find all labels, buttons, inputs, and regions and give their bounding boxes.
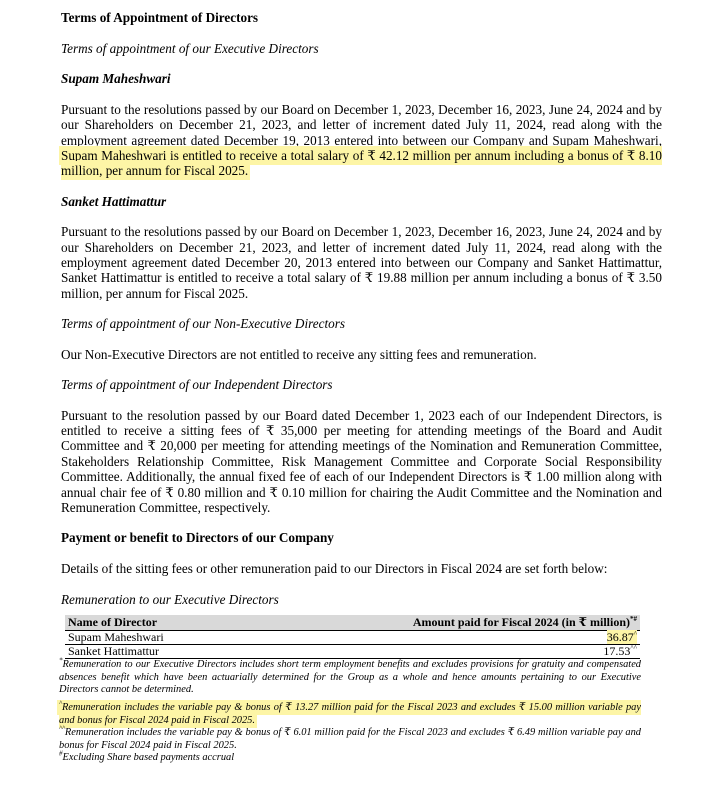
footnote-4-mark: #	[59, 749, 63, 758]
payment-paragraph: Details of the sitting fees or other remuneration paid to our Directors in Fiscal 2024 are set forth below:	[61, 561, 608, 577]
section-heading-terms: Terms of Appointment of Directors	[61, 10, 259, 25]
table-row	[65, 645, 640, 659]
document-page	[61, 10, 662, 764]
row-value-mark: ^	[633, 630, 637, 639]
row-value-mark: ^^	[630, 644, 637, 653]
footnote-4	[59, 749, 641, 764]
nonexec-terms-paragraph: Our Non-Executive Directors are not entitled to receive any sitting fees and remuneration.	[61, 346, 537, 362]
table-header-row	[65, 615, 640, 631]
remuneration-subheading: Remuneration to our Executive Directors	[61, 591, 279, 607]
remuneration-table	[65, 615, 640, 659]
table-row	[65, 631, 640, 645]
row-value-number: 17.53	[603, 644, 631, 659]
row-value	[607, 630, 637, 644]
footnote-3-mark: ^^	[59, 724, 65, 733]
footnote-1	[59, 656, 641, 696]
row-name: Sanket Hattimattur	[65, 645, 241, 659]
footnote-1-mark: *	[59, 656, 63, 665]
supam-terms-text: Pursuant to the resolutions passed by our Board on December 1, 2023, December 16, 2023, June 24, 2024 and by our Shareholders on December 21, 2023, and letter of increment dated July 11, 2024, read along with the employment agreement dated December 19, 2013 entered into between our Company and Supam Maheshwari,	[61, 101, 662, 148]
footnote-2-mark: ^	[59, 699, 62, 708]
footnote-3	[59, 724, 641, 752]
col-header-amount-label: Amount paid for Fiscal 2024 (in ₹ million)	[412, 615, 630, 630]
payment-heading: Payment or benefit to Directors of our Company	[61, 530, 334, 546]
footnote-2	[59, 699, 641, 727]
table-footnotes	[59, 656, 641, 764]
footnote-3-text: Remuneration includes the variable pay & bonus of ₹ 6.01 million paid for the Fiscal 2023 and excludes ₹ 6.49 million variable pay and bonus for Fiscal 2024 paid in Fiscal 2025.	[59, 727, 641, 751]
col-header-marks: *#	[630, 615, 637, 624]
row-value-cell	[241, 631, 640, 645]
director-name-sanket: Sanket Hattimattur	[61, 193, 167, 209]
row-value-cell	[241, 645, 640, 659]
supam-terms-paragraph	[61, 102, 662, 179]
nonexec-terms-subheading: Terms of appointment of our Non-Executive Directors	[61, 316, 345, 332]
sanket-terms-paragraph: Pursuant to the resolutions passed by our Board on December 1, 2023, December 16, 2023, June 24, 2024 and by our Shareholders on December 21, 2023, and letter of increment dated July 11, 2024, read along with the employment agreement dated December 20, 2013 entered into between our Company and Sanket Hattimattur, Sanket Hattimattur is entitled to receive a total salary of ₹ 19.88 million per annum including a bonus of ₹ 3.50 million, per annum for Fiscal 2025.	[61, 224, 662, 301]
exec-terms-subheading: Terms of appointment of our Executive Directors	[61, 41, 319, 56]
col-header-amount	[241, 615, 640, 631]
independent-terms-paragraph: Pursuant to the resolution passed by our Board dated December 1, 2023 each of our Independent Directors, is entitled to receive a sitting fees of ₹ 35,000 per meeting for attending meetings of the Board and Audit Committee and ₹ 20,000 per meeting for attending meetings of the Nomination and Remuneration Committee, Stakeholders Relationship Committee, Risk Management Committee and Corporate Social Responsibility Committee. Additionally, the annual fixed fee of each of our Independent Directors is ₹ 1.00 million along with annual chair fee of ₹ 0.80 million and ₹ 0.10 million for chairing the Audit Committee and the Nomination and Remuneration Committee, respectively.	[61, 407, 662, 515]
footnote-4-text: Excluding Share based payments accrual	[62, 752, 235, 763]
row-value-number: 36.87	[606, 630, 634, 645]
footnote-1-text: Remuneration to our Executive Directors includes short term employment benefits and excludes provisions for gratuity and compensated absences benefit which have been actuarially determined for the Group as a whole and hence amounts pertaining to our Executive Directors cannot be determined.	[59, 659, 641, 695]
director-name-supam: Supam Maheshwari	[61, 71, 171, 87]
supam-salary-highlight: Supam Maheshwari is entitled to receive a total salary of ₹ 42.12 million per annum including a bonus of ₹ 8.10 million, per annum for Fiscal 2025.	[61, 148, 662, 179]
col-header-name: Name of Director	[65, 615, 241, 631]
footnote-2-text: Remuneration includes the variable pay & bonus of ₹ 13.27 million paid for the Fiscal 2023 and excludes ₹ 15.00 million variable pay and bonus for Fiscal 2024 paid in Fiscal 2025.	[59, 702, 641, 726]
independent-terms-subheading: Terms of appointment of our Independent Directors	[61, 377, 333, 393]
footnote-2-highlight	[59, 699, 641, 726]
row-name: Supam Maheshwari	[65, 631, 241, 645]
